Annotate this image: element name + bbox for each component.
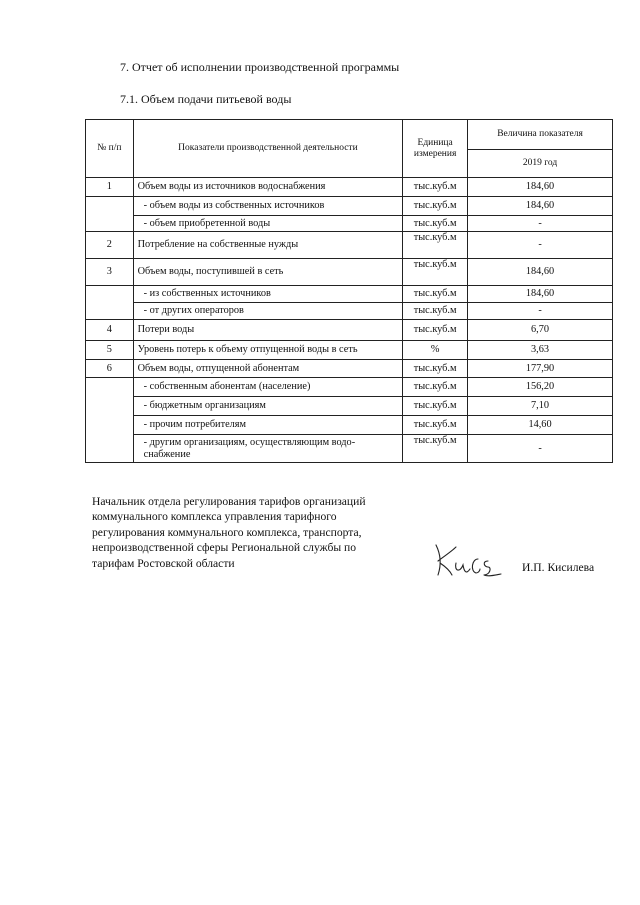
row-value: 7,10 bbox=[468, 397, 613, 416]
row-indicator: Объем воды, отпущенной абонентам bbox=[133, 360, 403, 378]
water-supply-table bbox=[85, 119, 613, 463]
row-indicator: - прочим потребителям bbox=[133, 416, 403, 435]
row-indicator: Потери воды bbox=[133, 320, 403, 341]
row-value: 156,20 bbox=[468, 378, 613, 397]
handwritten-signature bbox=[430, 541, 502, 581]
row-indicator: - собственным абонентам (население) bbox=[133, 378, 403, 397]
row-unit: тыс.куб.м bbox=[403, 360, 468, 378]
signatory-line: непроизводственной сферы Региональной службы по bbox=[92, 541, 357, 555]
row-unit: тыс.куб.м bbox=[403, 232, 468, 259]
header-value: Величина показателя bbox=[468, 120, 613, 150]
row-unit: тыс.куб.м bbox=[403, 259, 468, 286]
row-num: 3 bbox=[86, 259, 134, 286]
table-row bbox=[86, 303, 613, 320]
row-indicator: Объем воды из источников водоснабжения bbox=[133, 178, 403, 197]
row-num: 6 bbox=[86, 360, 134, 378]
row-unit: тыс.куб.м bbox=[403, 303, 468, 320]
table-row bbox=[86, 197, 613, 216]
table-row bbox=[86, 360, 613, 378]
row-indicator: Объем воды, поступившей в сеть bbox=[133, 259, 403, 286]
row-num: 2 bbox=[86, 232, 134, 259]
signatory-line: регулирования коммунального комплекса, транспорта, bbox=[92, 525, 362, 539]
row-num bbox=[86, 286, 134, 320]
header-unit: Единица измерения bbox=[403, 120, 468, 178]
row-unit: тыс.куб.м bbox=[403, 286, 468, 303]
header-year: 2019 год bbox=[468, 150, 613, 178]
row-indicator: - объем воды из собственных источников bbox=[133, 197, 403, 216]
row-value: 6,70 bbox=[468, 320, 613, 341]
row-value: - bbox=[468, 303, 613, 320]
table-row bbox=[86, 286, 613, 303]
header-num: № п/п bbox=[86, 120, 134, 178]
table-row bbox=[86, 435, 613, 463]
row-indicator: - другим организациям, осуществляющим водо-снабжение bbox=[133, 435, 403, 463]
table-row bbox=[86, 320, 613, 341]
table-row bbox=[86, 232, 613, 259]
signatory-line: коммунального комплекса управления тарифного bbox=[92, 510, 337, 524]
row-value: 184,60 bbox=[468, 259, 613, 286]
row-num bbox=[86, 197, 134, 232]
row-indicator: - объем приобретенной воды bbox=[133, 216, 403, 232]
header-indicator: Показатели производственной деятельности bbox=[133, 120, 403, 178]
row-value: 14,60 bbox=[468, 416, 613, 435]
row-num: 4 bbox=[86, 320, 134, 341]
table-row bbox=[86, 416, 613, 435]
row-indicator: Потребление на собственные нужды bbox=[133, 232, 403, 259]
row-unit: тыс.куб.м bbox=[403, 216, 468, 232]
row-value: 184,60 bbox=[468, 197, 613, 216]
row-unit: тыс.куб.м bbox=[403, 435, 468, 463]
row-unit: тыс.куб.м bbox=[403, 378, 468, 397]
signatory-name: И.П. Кисилева bbox=[522, 561, 595, 574]
row-value: 184,60 bbox=[468, 286, 613, 303]
table-row bbox=[86, 378, 613, 397]
row-indicator: - бюджетным организациям bbox=[133, 397, 403, 416]
row-value: 177,90 bbox=[468, 360, 613, 378]
signatory-line: Начальник отдела регулирования тарифов организаций bbox=[92, 495, 366, 508]
row-unit: тыс.куб.м bbox=[403, 178, 468, 197]
row-num: 5 bbox=[86, 341, 134, 360]
row-indicator: - от других операторов bbox=[133, 303, 403, 320]
row-num bbox=[86, 378, 134, 463]
row-value: 3,63 bbox=[468, 341, 613, 360]
table-row bbox=[86, 341, 613, 360]
row-value: - bbox=[468, 435, 613, 463]
subsection-heading: 7.1. Объем подачи питьевой воды bbox=[120, 92, 292, 106]
row-unit: тыс.куб.м bbox=[403, 320, 468, 341]
row-unit: тыс.куб.м bbox=[403, 197, 468, 216]
table-row bbox=[86, 259, 613, 286]
table-row bbox=[86, 397, 613, 416]
section-heading: 7. Отчет об исполнении производственной программы bbox=[120, 60, 400, 74]
table-row bbox=[86, 178, 613, 197]
row-unit: тыс.куб.м bbox=[403, 397, 468, 416]
signatory-line: тарифам Ростовской области bbox=[92, 556, 235, 570]
table-row bbox=[86, 216, 613, 232]
signatory-position bbox=[92, 494, 422, 571]
row-value: - bbox=[468, 216, 613, 232]
row-unit: тыс.куб.м bbox=[403, 416, 468, 435]
row-indicator: - из собственных источников bbox=[133, 286, 403, 303]
row-unit: % bbox=[403, 341, 468, 360]
row-num: 1 bbox=[86, 178, 134, 197]
row-value: - bbox=[468, 232, 613, 259]
row-value: 184,60 bbox=[468, 178, 613, 197]
row-indicator: Уровень потерь к объему отпущенной воды в сеть bbox=[133, 341, 403, 360]
